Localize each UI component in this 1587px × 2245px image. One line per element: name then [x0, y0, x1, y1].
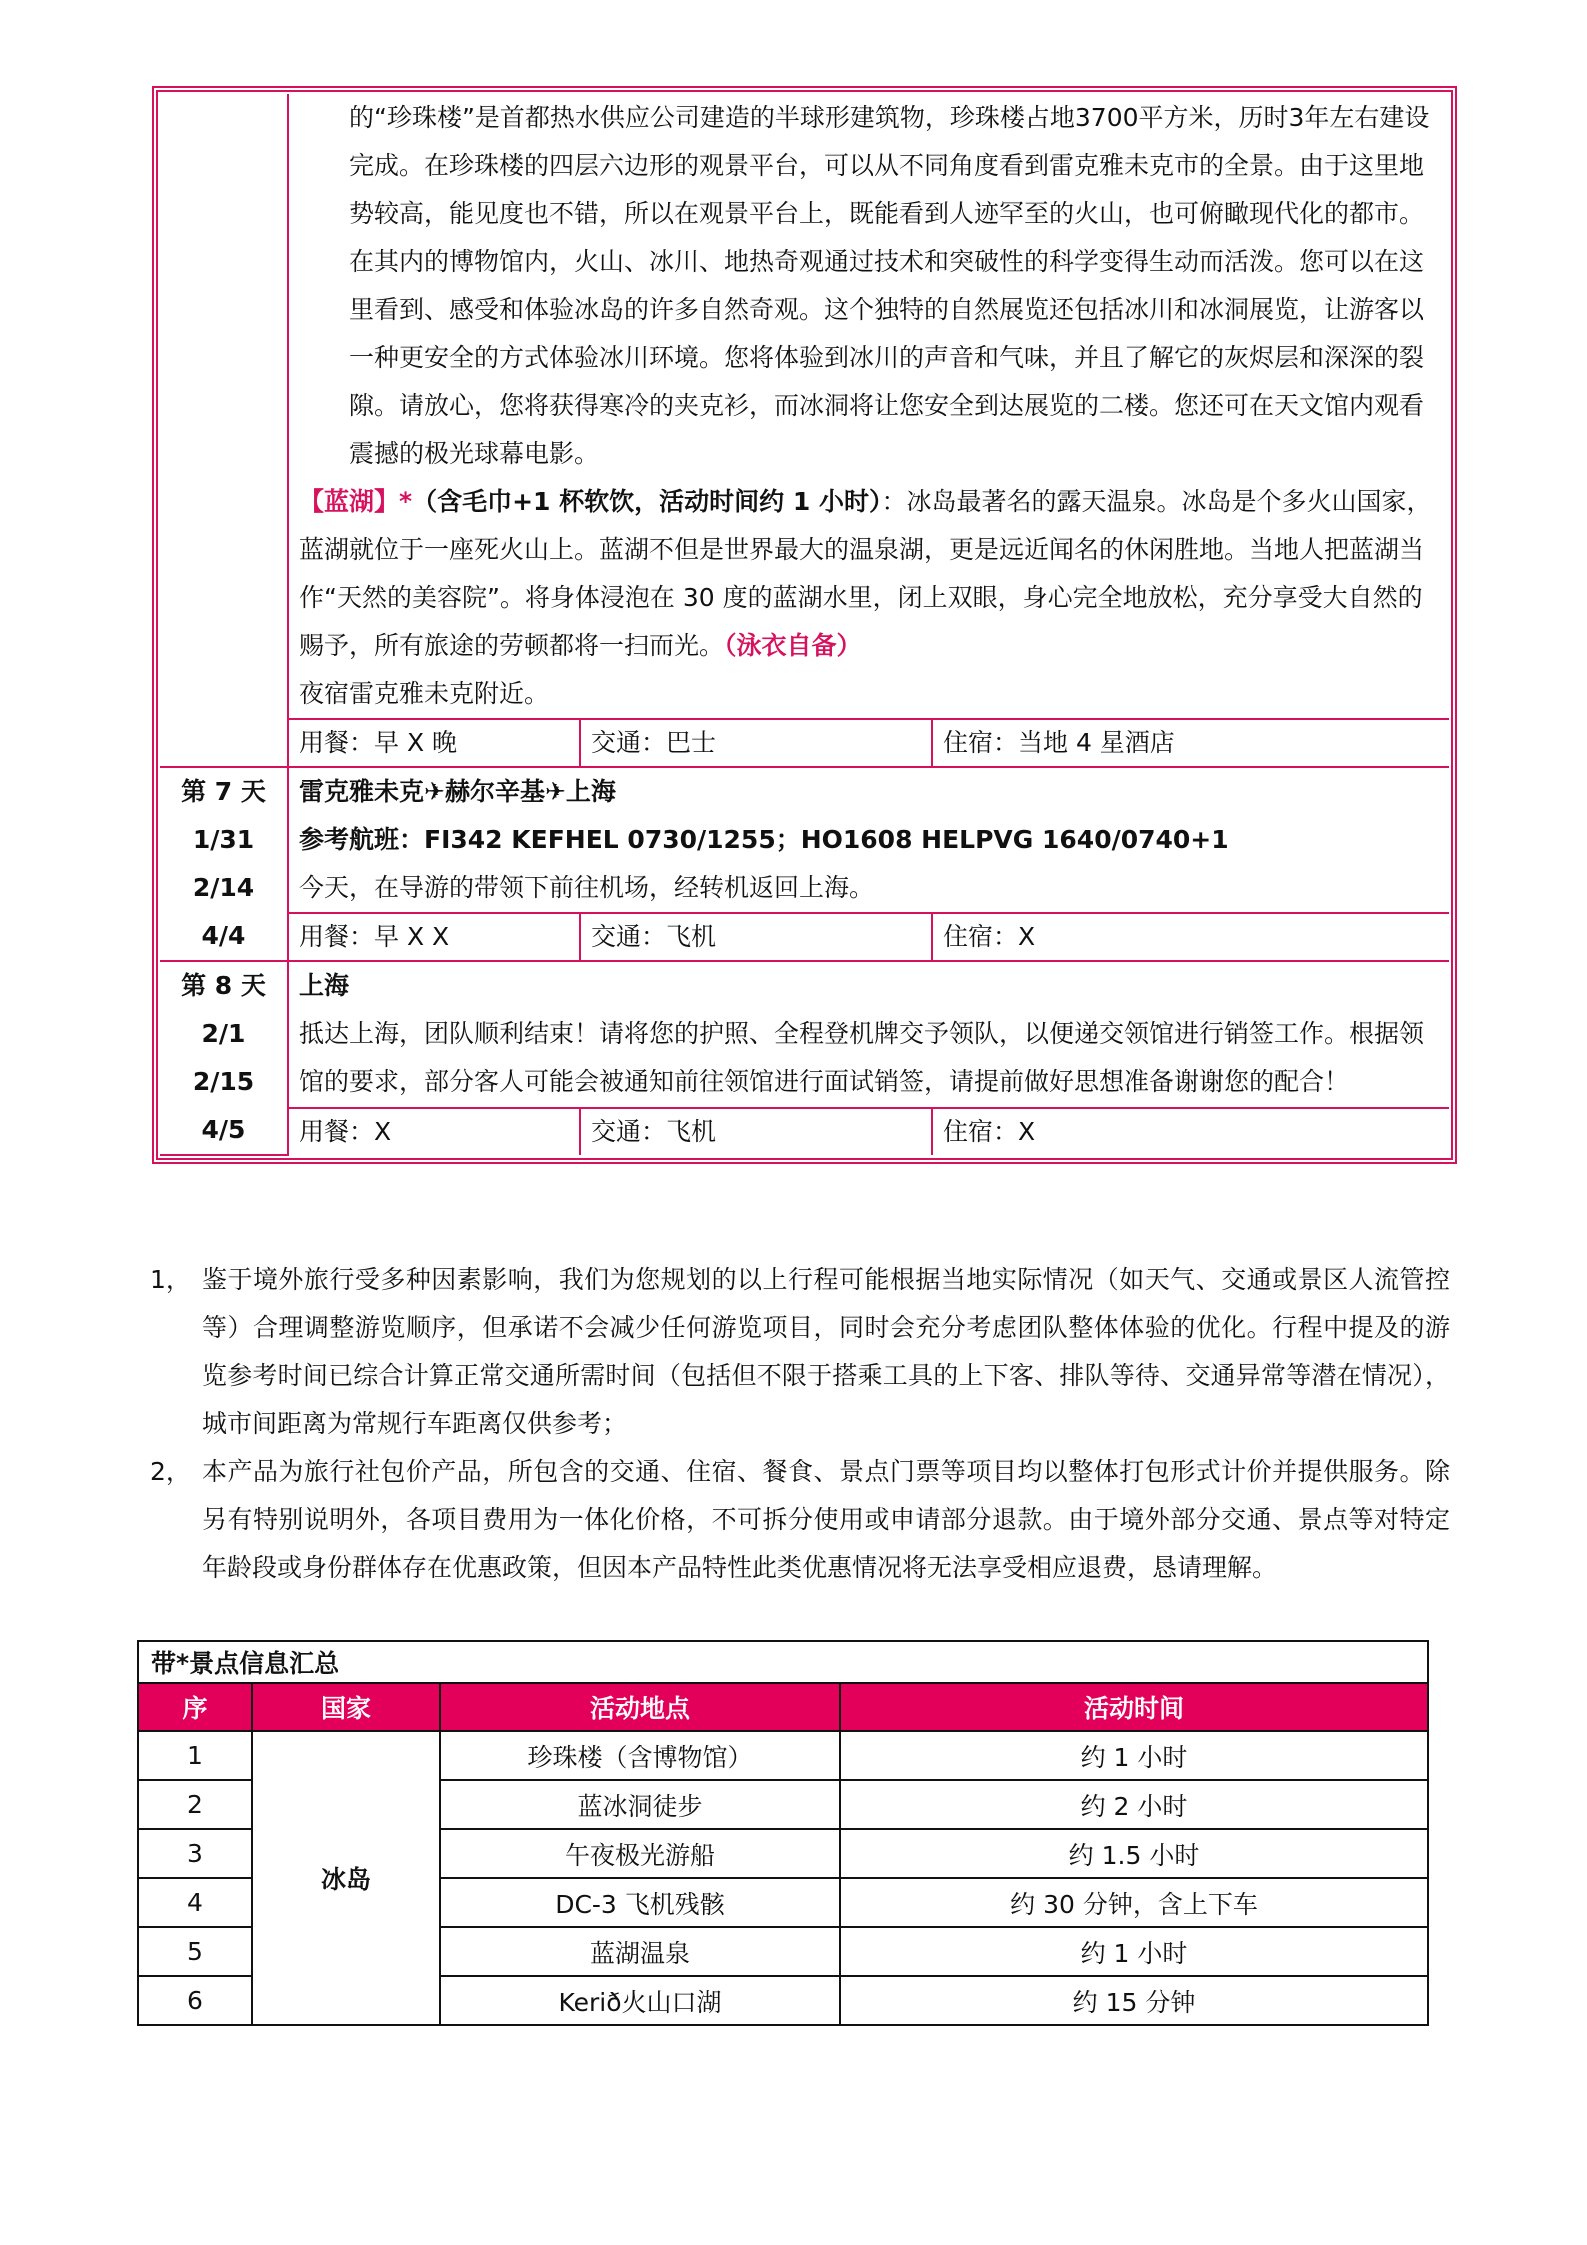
row-time: 约 15 分钟 [840, 1976, 1428, 2025]
hotel-info: 住宿：X [943, 1116, 1036, 1146]
note-number: 2， [150, 1457, 191, 1486]
day6-info-row [160, 719, 1449, 767]
day-label: 第 7 天 [181, 777, 266, 806]
swimwear-note: （泳衣自备） [724, 631, 862, 660]
row-time: 约 2 小时 [840, 1780, 1428, 1829]
row-place: 珍珠楼（含博物馆） [440, 1731, 840, 1780]
day-date: 4/5 [201, 1115, 246, 1144]
day-route: 雷克雅未克✈赫尔辛基✈上海 [299, 777, 616, 806]
note-item [150, 1256, 1450, 1448]
attraction-star-icon: * [399, 487, 413, 516]
blue-lagoon-note: （含毛巾+1 杯软饮，活动时间约 1 小时） [412, 487, 882, 516]
hotel-info: 住宿：X [943, 922, 1036, 951]
row-no: 2 [138, 1780, 252, 1829]
row-place: 蓝湖温泉 [440, 1927, 840, 1976]
header-no: 序 [138, 1683, 252, 1731]
summary-title: 带*景点信息汇总 [138, 1641, 1428, 1683]
notes-section [150, 1256, 1450, 1592]
transport-info: 交通：巴士 [581, 720, 933, 766]
day8-content-row [160, 961, 1449, 1108]
row-time: 约 1 小时 [840, 1927, 1428, 1976]
row-place: DC-3 飞机残骸 [440, 1878, 840, 1927]
itinerary-table [160, 94, 1449, 1156]
transport-info: 交通：飞机 [581, 1109, 933, 1155]
day-date: 4/4 [201, 921, 246, 950]
row-time: 约 1 小时 [840, 1731, 1428, 1780]
meals-info: 用餐：早 X 晚 [289, 720, 581, 766]
row-place: Kerið火山口湖 [440, 1976, 840, 2025]
day-date: 2/15 [192, 1067, 255, 1096]
row-time: 约 30 分钟，含上下车 [840, 1878, 1428, 1927]
flight-info: 参考航班：FI342 KEFHEL 0730/1255；HO1608 HELPVG 1640/0740+1 [299, 825, 1229, 854]
hotel-info: 住宿：当地 4 星酒店 [943, 728, 1175, 757]
summary-header-row [138, 1683, 1428, 1731]
day-date: 2/1 [201, 1019, 246, 1048]
day-description: 抵达上海，团队顺利结束！请将您的护照、全程登机牌交予领队，以便递交领馆进行销签工作。根据领馆的要求，部分客人可能会被通知前往领馆进行面试销签，请提前做好思想准备谢谢您的配合！ [299, 1019, 1425, 1096]
day-date: 2/14 [192, 873, 255, 902]
day6-day-cell [160, 94, 288, 767]
row-place: 蓝冰洞徒步 [440, 1780, 840, 1829]
pearl-description: 的“珍珠楼”是首都热水供应公司建造的半球形建筑物，珍珠楼占地3700平方米，历时3年左右建设完成。在珍珠楼的四层六边形的观景平台，可以从不同角度看到雷克雅未克市的全景。由于这里地势较高，能见度也不错，所以在观景平台上，既能看到人迹罕至的火山，也可俯瞰现代化的都市。在其内的博物馆内，火山、冰川、地热奇观通过技术和突破性的科学变得生动而活泼。您可以在这里看到、感受和体验冰岛的许多自然奇观。这个独特的自然展览还包括冰川和冰洞展览，让游客以一种更安全的方式体验冰川环境。您将体验到冰川的声音和气味，并且了解它的灰烬层和深深的裂隙。请放心，您将获得寒冷的夹克衫，而冰洞将让您安全到达展览的二楼。您还可在天文馆内观看震撼的极光球幕电影。 [349, 103, 1430, 468]
note-number: 1， [150, 1265, 191, 1294]
day8-info-row [160, 1108, 1449, 1155]
header-time: 活动时间 [840, 1683, 1428, 1731]
day6-content-row [160, 94, 1449, 719]
blue-lagoon-paragraph [299, 478, 1439, 670]
day-description: 今天，在导游的带领下前往机场，经转机返回上海。 [299, 873, 875, 902]
itinerary-table-border [152, 86, 1457, 1164]
transport-info: 交通：飞机 [581, 914, 933, 960]
note-item [150, 1448, 1450, 1592]
row-place: 午夜极光游船 [440, 1829, 840, 1878]
note-text: 本产品为旅行社包价产品，所包含的交通、住宿、餐食、景点门票等项目均以整体打包形式计价并提供服务。除另有特别说明外，各项目费用为一体化价格，不可拆分使用或申请部分退款。由于境外部分交通、景点等对特定年龄段或身份群体存在优惠政策，但因本产品特性此类优惠情况将无法享受相应退费，恳请理解。 [202, 1457, 1450, 1582]
blue-lagoon-text: ：冰岛最著名的露天温泉。冰岛是个多火山国家，蓝湖就位于一座死火山上。蓝湖不但是世界最大的温泉湖，更是远近闻名的休闲胜地。当地人把蓝湖当作“天然的美容院”。将身体浸泡在 30 度的蓝湖水里，闭上双眼，身心完全地放松，充分享受大自然的赐予，所有旅途的劳顿都将一扫而光。 [299, 487, 1432, 660]
day7-info-row [160, 913, 1449, 961]
attractions-summary-table [137, 1640, 1429, 2026]
row-no: 4 [138, 1878, 252, 1927]
blue-lagoon-title: 【蓝湖】 [299, 487, 400, 516]
day7-content-row [160, 767, 1449, 913]
day-label: 第 8 天 [181, 971, 266, 1000]
row-no: 3 [138, 1829, 252, 1878]
day7-label-cell [160, 767, 288, 961]
day8-label-cell [160, 961, 288, 1155]
table-row [138, 1731, 1428, 1780]
row-no: 6 [138, 1976, 252, 2025]
day-route: 上海 [299, 971, 350, 1000]
day-date: 1/31 [192, 825, 255, 854]
overnight-text: 夜宿雷克雅未克附近。 [299, 679, 550, 708]
meals-info: 用餐：X [289, 1109, 581, 1155]
row-no: 1 [138, 1731, 252, 1780]
header-place: 活动地点 [440, 1683, 840, 1731]
note-text: 鉴于境外旅行受多种因素影响，我们为您规划的以上行程可能根据当地实际情况（如天气、交通或景区人流管控等）合理调整游览顺序，但承诺不会减少任何游览项目，同时会充分考虑团队整体体验的优化。行程中提及的游览参考时间已综合计算正常交通所需时间（包括但不限于搭乘工具的上下客、排队等待、交通异常等潜在情况），城市间距离为常规行车距离仅供参考； [202, 1265, 1450, 1438]
meals-info: 用餐：早 X X [289, 914, 581, 960]
row-time: 约 1.5 小时 [840, 1829, 1428, 1878]
header-country: 国家 [252, 1683, 440, 1731]
country-cell: 冰岛 [252, 1731, 440, 2025]
row-no: 5 [138, 1927, 252, 1976]
